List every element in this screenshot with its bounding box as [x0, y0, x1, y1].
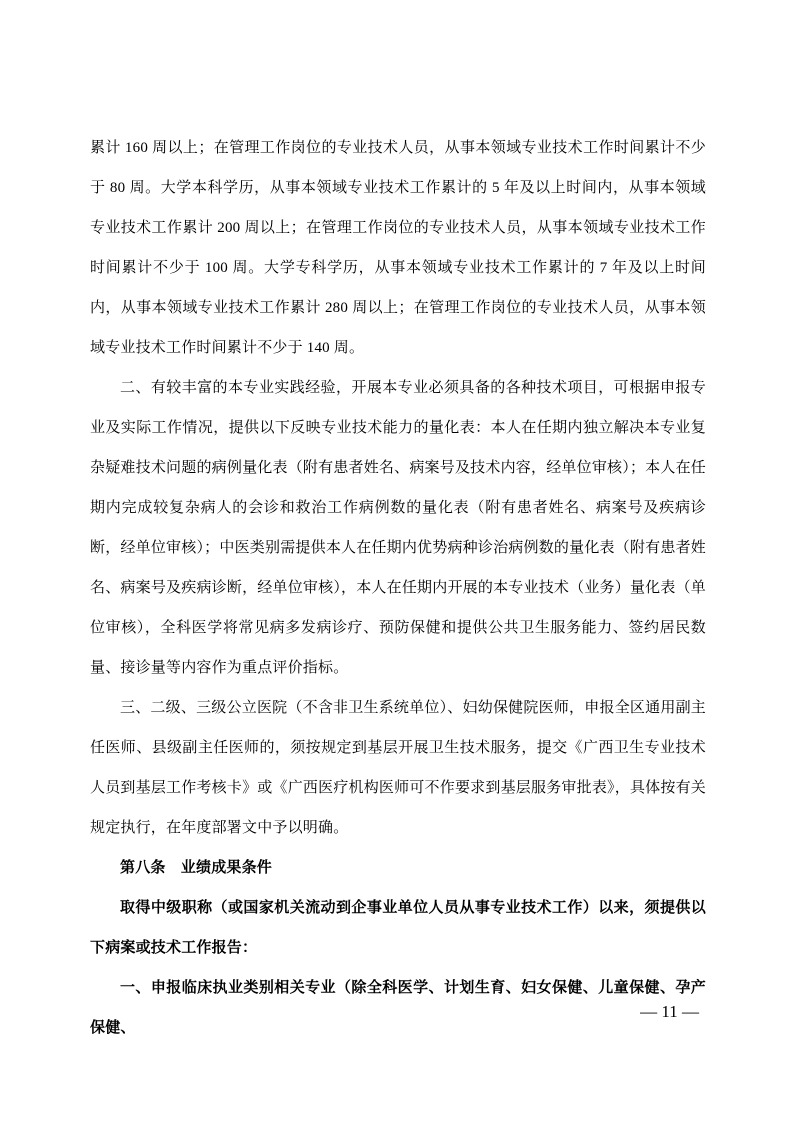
body-paragraph: 三、二级、三级公立医院（不含非卫生系统单位）、妇幼保健院医师，申报全区通用副主任医师、县级副主任医师的，须按规定到基层开展卫生技术服务，提交《广西卫生专业技术人员到基层工作考核卡》或《广西医疗机构医师可不作要求到基层服务审批表》，具体按有关规定执行，在年度部署文中予以明确。: [90, 700, 706, 836]
body-paragraph: 取得中级职称（或国家机关流动到企事业单位人员从事专业技术工作）以来，须提供以下病案或技术工作报告：: [90, 900, 706, 956]
body-paragraph: 一、申报临床执业类别相关专业（除全科医学、计划生育、妇女保健、儿童保健、孕产保健、: [90, 980, 706, 1036]
body-paragraph: 二、有较丰富的本专业实践经验，开展本专业必须具备的各种技术项目，可根据申报专业及实际工作情况，提供以下反映专业技术能力的量化表：本人在任期内独立解决本专业复杂疑难技术问题的病例量化表（附有患者姓名、病案号及技术内容，经单位审核）；本人在任期内完成较复杂病人的会诊和救治工作病例数的量化表（附有患者姓名、病案号及疾病诊断，经单位审核）；中医类别需提供本人在任期内优势病种诊治病例数的量化表（附有患者姓名、病案号及疾病诊断，经单位审核），本人在任期内开展的本专业技术（业务）量化表（单位审核），全科医学将常见病多发病诊疗、预防保健和提供公共卫生服务能力、签约居民数量、接诊量等内容作为重点评价指标。: [90, 380, 706, 676]
section-heading: 第八条 业绩成果条件: [120, 860, 273, 876]
document-page: [90, 128, 706, 1048]
body-paragraph: 累计 160 周以上；在管理工作岗位的专业技术人员，从事本领域专业技术工作时间累计不少于 80 周。大学本科学历，从事本领域专业技术工作累计的 5 年及以上时间内，从事本领域专业技术工作累计 200 周以上；在管理工作岗位的专业技术人员，从事本领域专业技术工作时间累计不少于 100 周。大学专科学历，从事本领域专业技术工作累计的 7 年及以上时间内，从事本领域专业技术工作累计 280 周以上；在管理工作岗位的专业技术人员，从事本领域专业技术工作时间累计不少于 140 周。: [90, 140, 706, 356]
page-number: — 11 —: [640, 1002, 699, 1021]
